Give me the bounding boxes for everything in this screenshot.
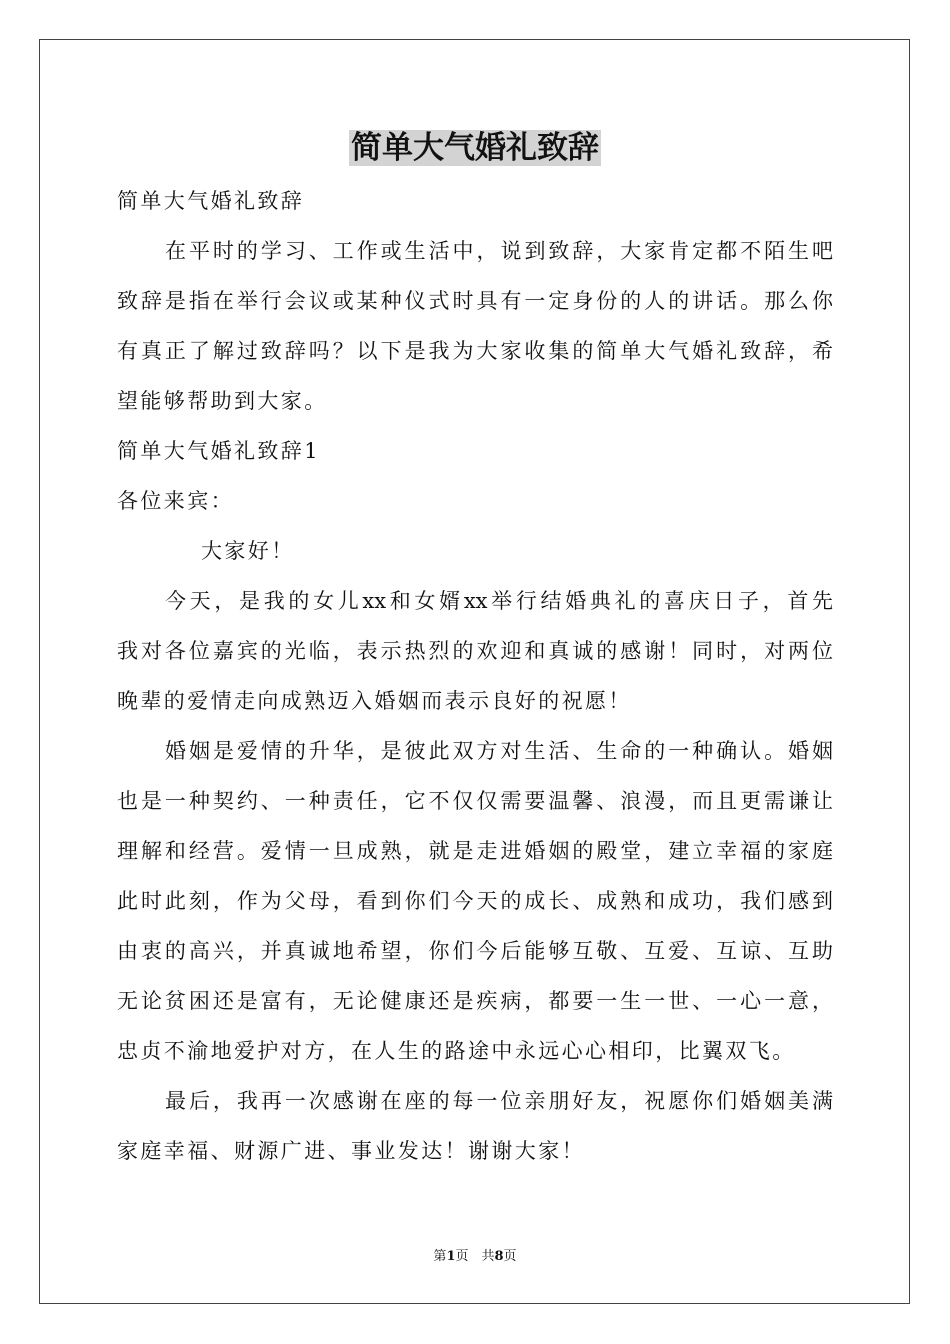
- greeting-line: 大家好！: [201, 539, 295, 563]
- closing-line-2: 家庭幸福、财源广进、事业发达！谢谢大家！: [117, 1139, 585, 1163]
- body-line-7: 此时此刻，作为父母，看到你们今天的成长、成熟和成功，我们感到: [117, 889, 833, 913]
- body-line-5: 也是一种契约、一种责任，它不仅仅需要温馨、浪漫，而且更需谦让: [117, 789, 833, 813]
- intro-line-2: 致辞是指在举行会议或某种仪式时具有一定身份的人的讲话。那么你: [117, 289, 833, 313]
- intro-line-1: 在平时的学习、工作或生活中，说到致辞，大家肯定都不陌生吧: [165, 239, 833, 263]
- section-heading-1: 简单大气婚礼致辞1: [117, 439, 320, 463]
- subtitle-line: 简单大气婚礼致辞: [117, 189, 305, 213]
- closing-line-1: 最后，我再一次感谢在座的每一位亲朋好友，祝愿你们婚姻美满: [165, 1089, 833, 1113]
- body-line-6: 理解和经营。爱情一旦成熟，就是走进婚姻的殿堂，建立幸福的家庭: [117, 839, 833, 863]
- salutation-line: 各位来宾：: [117, 489, 234, 513]
- document-body: [117, 176, 833, 1176]
- body-line-9: 无论贫困还是富有，无论健康还是疾病，都要一生一世、一心一意，: [117, 989, 833, 1013]
- document-title-highlight: 简单大气婚礼致辞: [351, 130, 599, 166]
- body-line-1: 今天，是我的女儿xx和女婿xx举行结婚典礼的喜庆日子，首先: [165, 589, 833, 613]
- body-line-4: 婚姻是爱情的升华，是彼此双方对生活、生命的一种确认。婚姻: [165, 739, 833, 763]
- page-footer: [0, 1247, 950, 1267]
- intro-line-3: 有真正了解过致辞吗？以下是我为大家收集的简单大气婚礼致辞，希: [117, 339, 833, 363]
- footer-page-number: 1: [446, 1249, 456, 1264]
- body-line-10: 忠贞不渝地爱护对方，在人生的路途中永远心心相印，比翼双飞。: [117, 1039, 796, 1063]
- footer-page-prefix: 第: [433, 1249, 447, 1264]
- footer-page-mid: 页 共: [455, 1249, 495, 1264]
- body-line-8: 由衷的高兴，并真诚地希望，你们今后能够互敬、互爱、互谅、互助: [117, 939, 833, 963]
- footer-page-suffix: 页: [503, 1249, 517, 1264]
- body-line-2: 我对各位嘉宾的光临，表示热烈的欢迎和真诚的感谢！同时，对两位: [117, 639, 833, 663]
- intro-line-4: 望能够帮助到大家。: [117, 389, 328, 413]
- body-line-3: 晚辈的爱情走向成熟迈入婚姻而表示良好的祝愿！: [117, 689, 632, 713]
- document-title: [0, 126, 950, 170]
- footer-total-pages: 8: [494, 1249, 504, 1264]
